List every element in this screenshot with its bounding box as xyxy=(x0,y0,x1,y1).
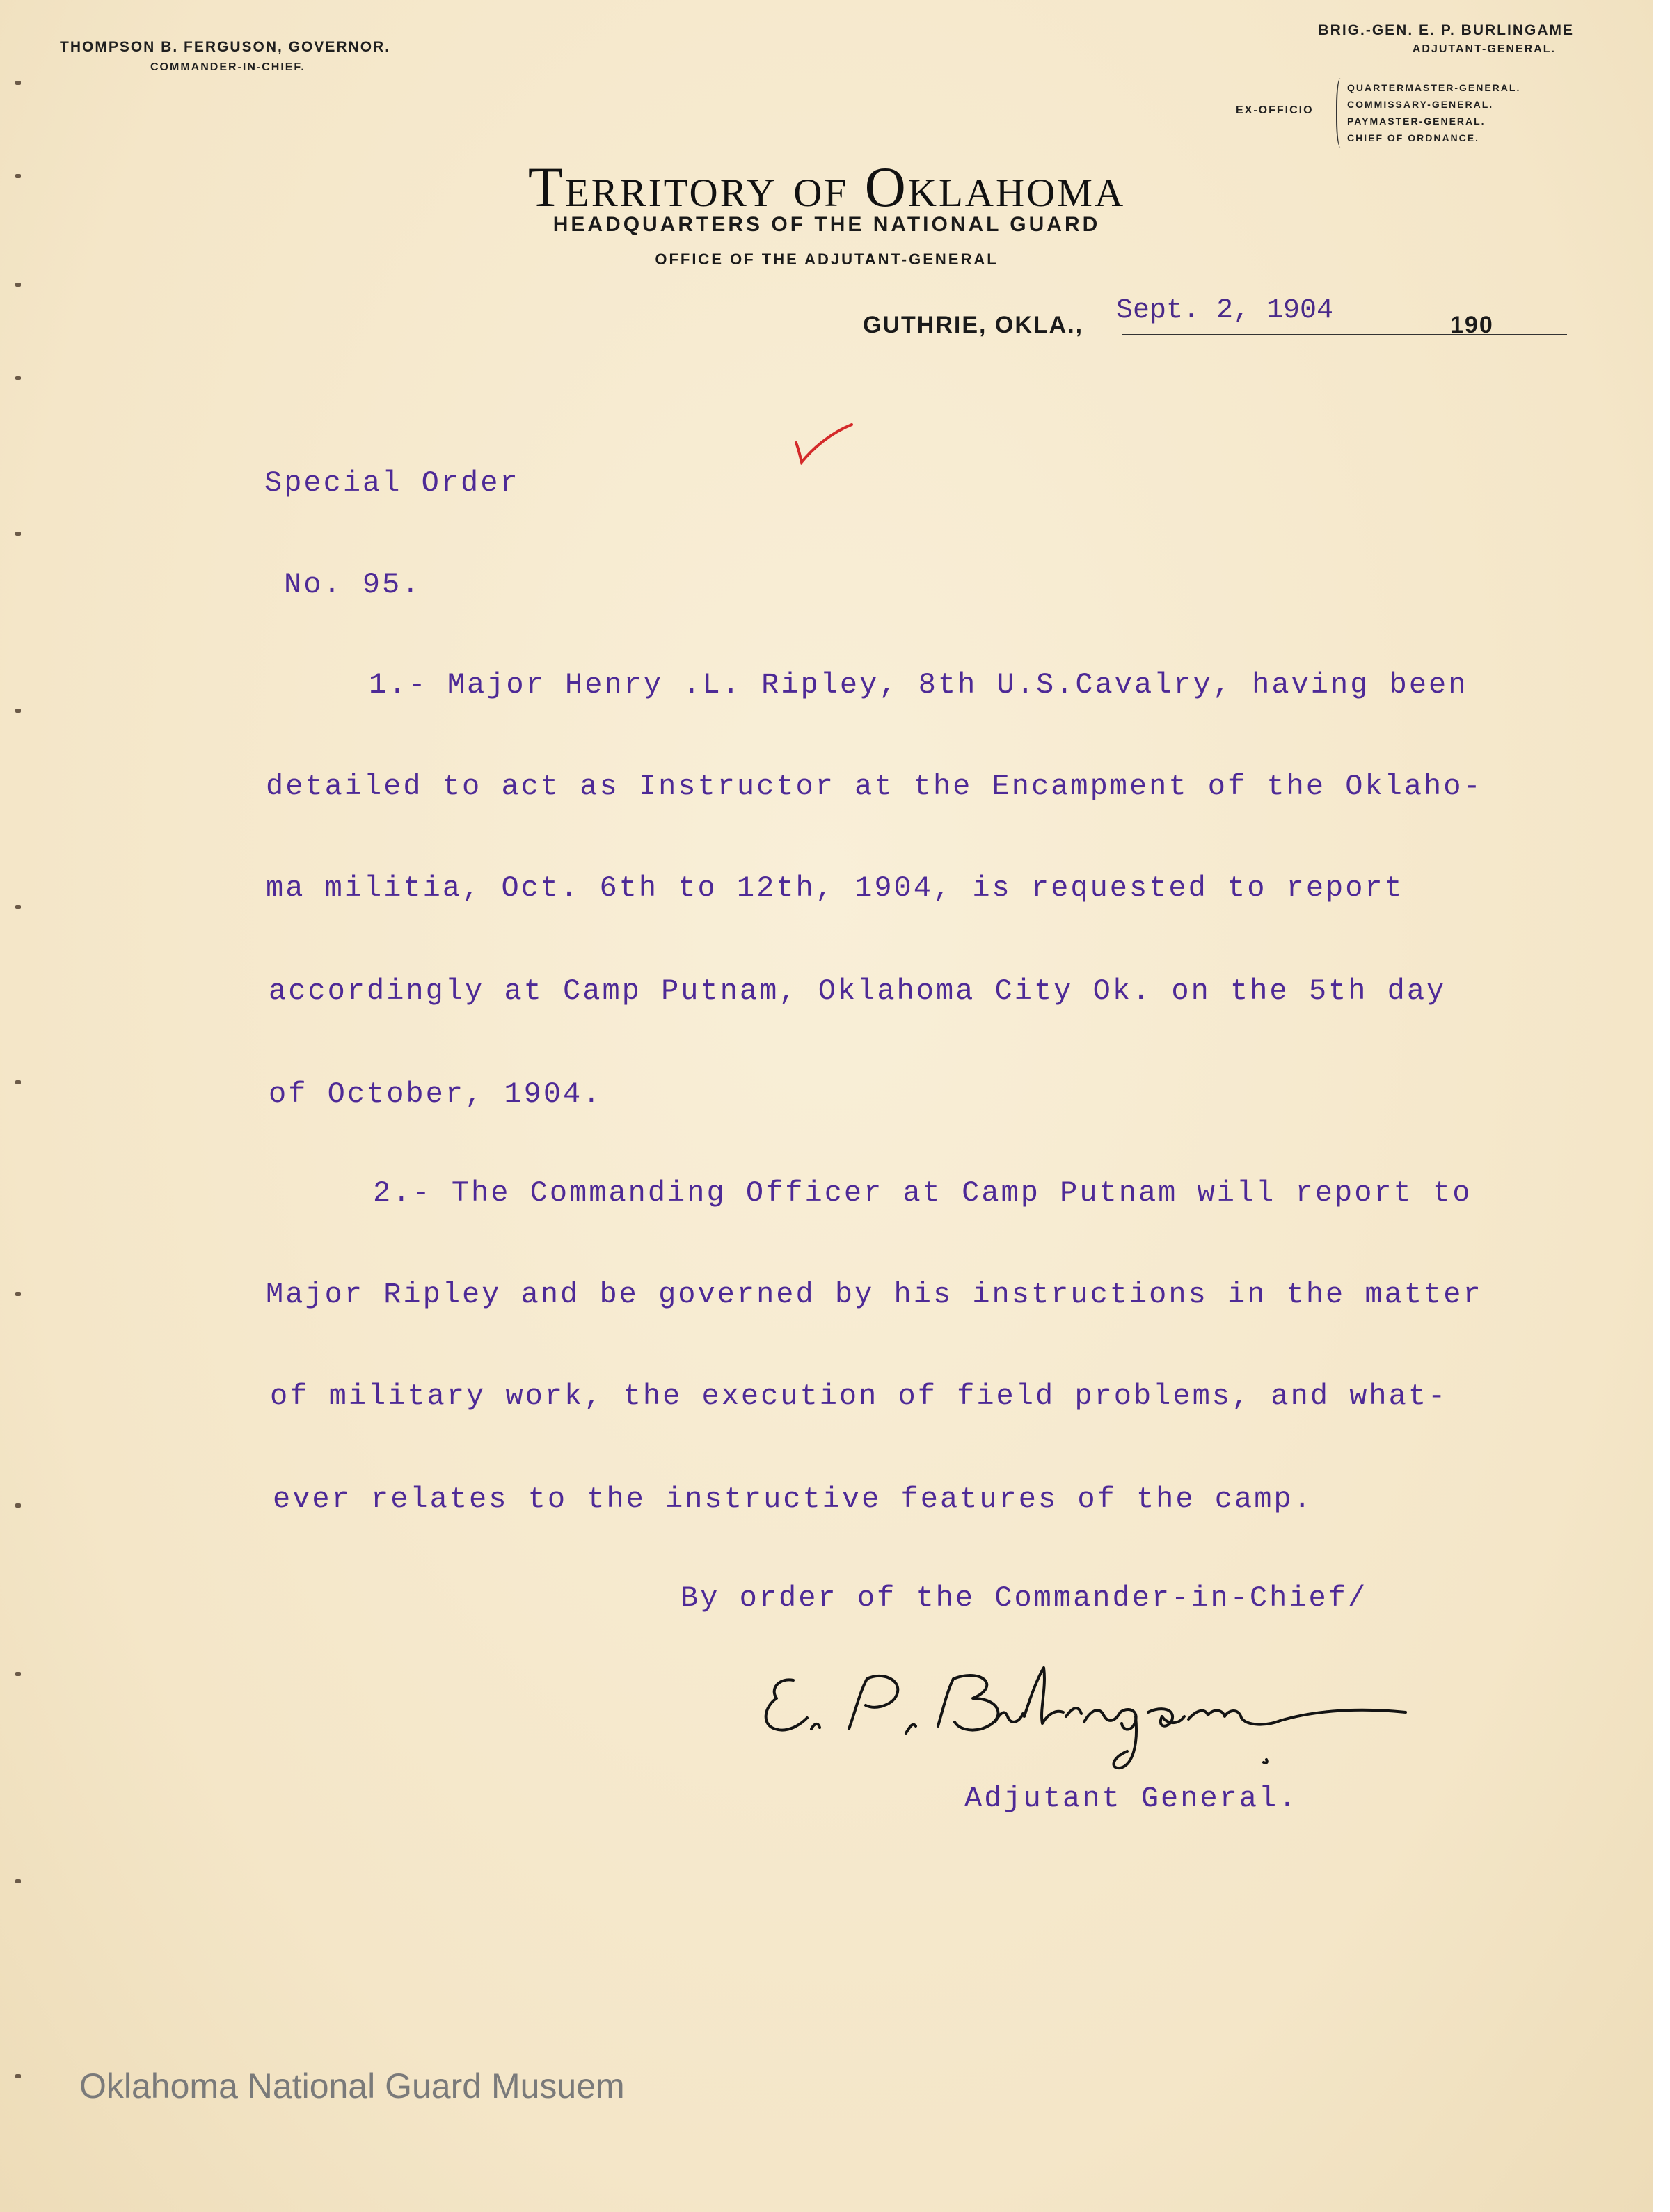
body-line: 1.- Major Henry .L. Ripley, 8th U.S.Cavalry, having been xyxy=(369,668,1468,702)
binder-hole xyxy=(15,2074,21,2078)
binder-hole xyxy=(15,283,21,287)
binder-hole xyxy=(15,81,21,85)
order-heading: Special Order xyxy=(264,466,520,500)
binder-hole xyxy=(15,1672,21,1676)
order-number: No. 95. xyxy=(284,568,422,601)
check-mark-icon xyxy=(792,422,854,465)
binder-hole xyxy=(15,709,21,713)
signer-title: Adjutant General. xyxy=(964,1782,1298,1815)
body-line: 2.- The Commanding Officer at Camp Putnam will report to xyxy=(373,1176,1472,1210)
body-line: of October, 1904. xyxy=(269,1077,603,1111)
headquarters-line: HEADQUARTERS OF THE NATIONAL GUARD xyxy=(552,213,1101,236)
binder-hole xyxy=(15,376,21,380)
letterhead-title: Territory of Oklahoma xyxy=(527,155,1126,219)
adjutant-name: BRIG.-GEN. E. P. BURLINGAME xyxy=(1318,22,1574,38)
binder-hole xyxy=(15,532,21,536)
body-line: detailed to act as Instructor at the Encampment of the Oklaho- xyxy=(266,770,1483,803)
letter-date: Sept. 2, 1904 xyxy=(1116,295,1334,326)
ex-officio-label: EX-OFFICIO xyxy=(1236,104,1314,116)
governor-name: THOMPSON B. FERGUSON, GOVERNOR. xyxy=(60,39,391,55)
binder-hole xyxy=(15,1503,21,1508)
binder-hole xyxy=(15,905,21,909)
place-label: GUTHRIE, OKLA., xyxy=(863,312,1084,338)
office-item: QUARTERMASTER-GENERAL. xyxy=(1347,82,1521,93)
signature xyxy=(752,1640,1454,1772)
closing-line: By order of the Commander-in-Chief/ xyxy=(681,1581,1368,1615)
year-prefix: 190 xyxy=(1450,312,1494,338)
governor-title: COMMANDER-IN-CHIEF. xyxy=(150,61,305,73)
body-line: Major Ripley and be governed by his instructions in the matter xyxy=(266,1278,1483,1311)
body-line: accordingly at Camp Putnam, Oklahoma City Ok. on the 5th day xyxy=(269,974,1447,1008)
office-item: PAYMASTER-GENERAL. xyxy=(1347,116,1486,127)
body-line: of military work, the execution of field problems, and what- xyxy=(270,1380,1448,1413)
museum-watermark: Oklahoma National Guard Musuem xyxy=(79,2067,625,2106)
office-item: CHIEF OF ORDNANCE. xyxy=(1347,132,1479,143)
adjutant-title: ADJUTANT-GENERAL. xyxy=(1412,43,1556,55)
brace-icon xyxy=(1336,78,1347,148)
binder-hole xyxy=(15,1879,21,1883)
scan-edge xyxy=(1653,0,1670,2212)
office-line: OFFICE OF THE ADJUTANT-GENERAL xyxy=(655,251,999,268)
binder-hole xyxy=(15,1080,21,1084)
office-item: COMMISSARY-GENERAL. xyxy=(1347,99,1494,110)
ex-officio-offices xyxy=(1347,79,1520,146)
binder-hole xyxy=(15,1292,21,1296)
date-underline xyxy=(1122,334,1567,335)
body-line: ma militia, Oct. 6th to 12th, 1904, is requested to report xyxy=(266,871,1404,905)
body-line: ever relates to the instructive features of the camp. xyxy=(273,1483,1313,1516)
